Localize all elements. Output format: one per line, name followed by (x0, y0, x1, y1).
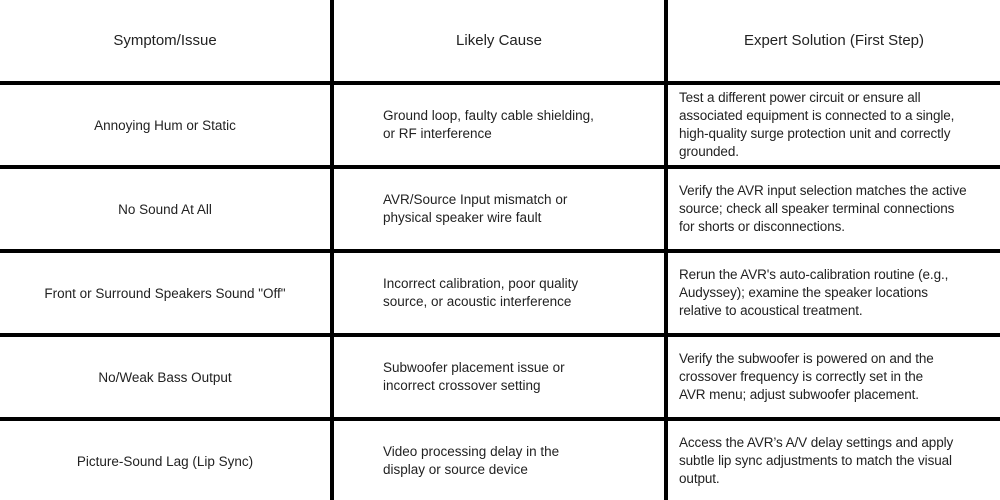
header-symptom: Symptom/Issue (113, 32, 217, 49)
symptom-cell: No/Weak Bass Output (98, 369, 232, 385)
solution-cell: Verify the AVR input selection matches the active source; check all speaker terminal connections for shorts or disconnections. (679, 183, 967, 234)
solution-cell: Test a different power circuit or ensure all associated equipment is connected to a single, high-quality surge protection unit and correctly grounded. (679, 90, 955, 159)
solution-cell: Verify the subwoofer is powered on and the crossover frequency is correctly set in the AVR menu; adjust subwoofer placement. (679, 351, 934, 402)
cause-cell: Subwoofer placement issue or incorrect crossover setting (383, 360, 565, 393)
cause-cell: Video processing delay in the display or source device (383, 444, 560, 477)
symptom-cell: Picture-Sound Lag (Lip Sync) (76, 453, 254, 469)
cause-cell: Incorrect calibration, poor quality source, or acoustic interference (383, 276, 579, 309)
header-cause: Likely Cause (456, 32, 542, 49)
symptom-cell: No Sound At All (118, 201, 212, 217)
solution-cell: Rerun the AVR's auto-calibration routine (e.g., Audyssey); examine the speaker locations relative to acoustical treatment. (679, 267, 949, 318)
symptom-cell: Front or Surround Speakers Sound "Off" (44, 285, 286, 301)
symptom-cell: Annoying Hum or Static (94, 117, 236, 133)
header-solution: Expert Solution (First Step) (743, 32, 925, 49)
solution-cell: Access the AVR’s A/V delay settings and apply subtle lip sync adjustments to match the visual output. (679, 435, 954, 486)
cause-cell: Ground loop, faulty cable shielding, or RF interference (383, 108, 594, 141)
cause-cell: AVR/Source Input mismatch or physical speaker wire fault (383, 192, 568, 225)
